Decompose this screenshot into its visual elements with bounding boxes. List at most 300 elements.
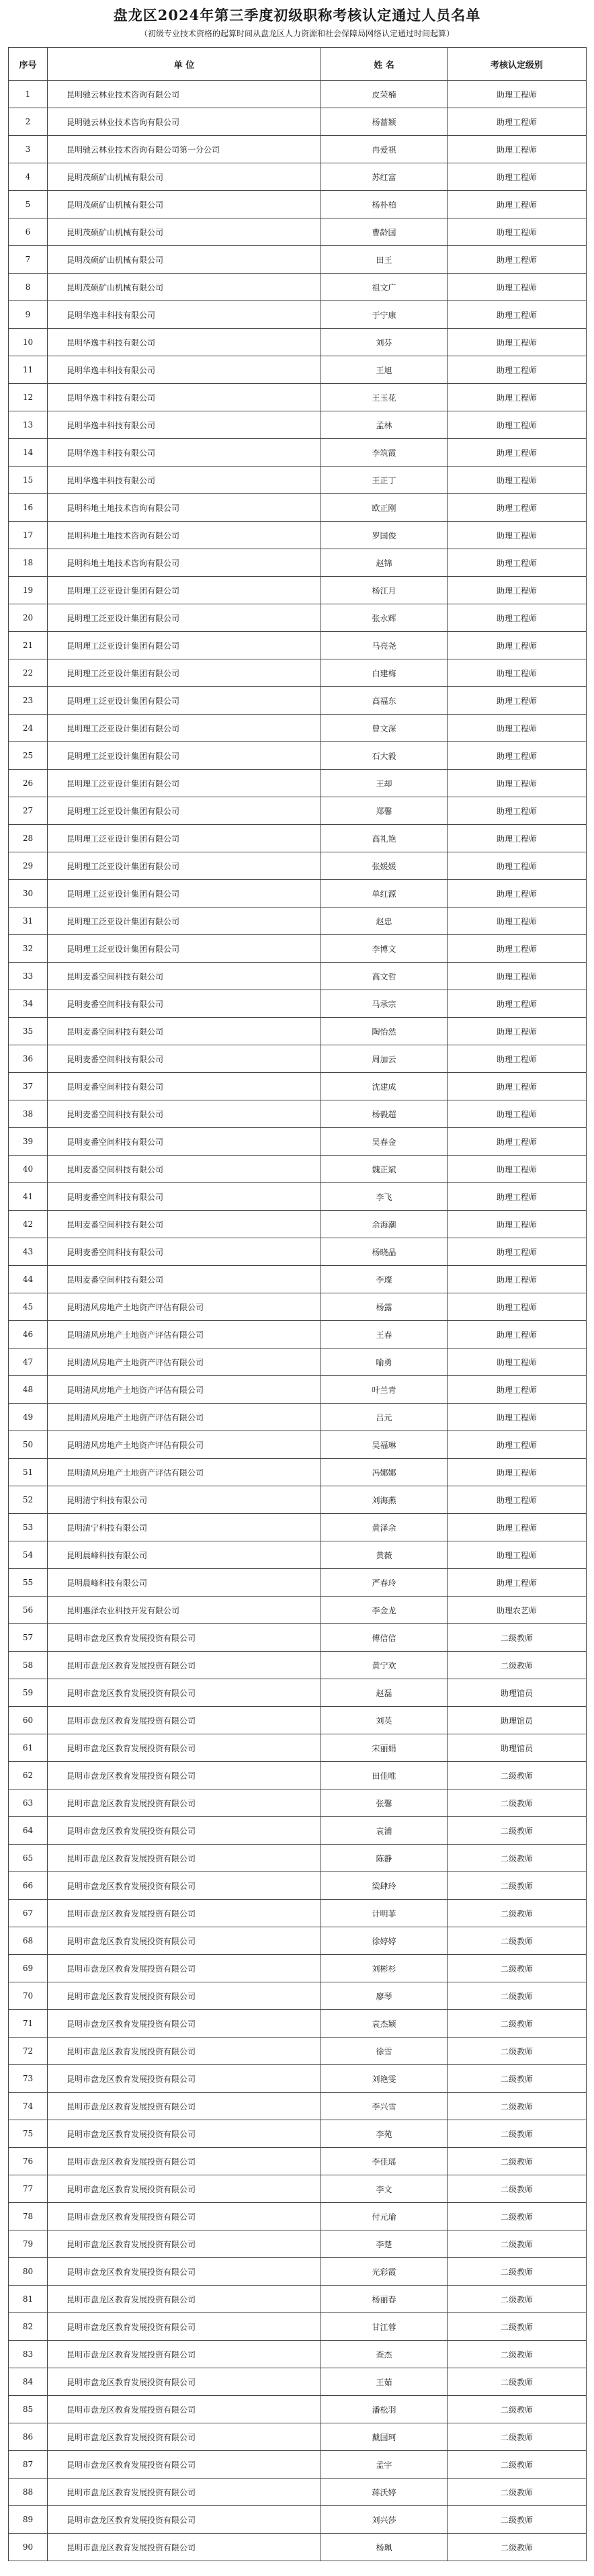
cell-name: 李璨 bbox=[321, 1266, 448, 1293]
cell-unit: 昆明驰云林业技术咨询有限公司 bbox=[48, 108, 321, 136]
cell-name: 王正丁 bbox=[321, 467, 448, 494]
cell-seq: 30 bbox=[9, 880, 48, 908]
table-row bbox=[9, 329, 587, 356]
cell-unit: 昆明市盘龙区教育发展投资有限公司 bbox=[48, 1679, 321, 1707]
cell-unit: 昆明茂硕矿山机械有限公司 bbox=[48, 218, 321, 246]
cell-seq: 39 bbox=[9, 1128, 48, 1156]
table-row bbox=[9, 439, 587, 467]
cell-seq: 10 bbox=[9, 329, 48, 356]
cell-name: 高礼艳 bbox=[321, 825, 448, 852]
cell-name: 沈建成 bbox=[321, 1073, 448, 1100]
table-row bbox=[9, 411, 587, 439]
cell-seq: 7 bbox=[9, 246, 48, 274]
cell-seq: 29 bbox=[9, 852, 48, 880]
cell-level: 助理工程师 bbox=[448, 136, 587, 163]
cell-level: 二级教师 bbox=[448, 2423, 587, 2451]
cell-name: 刘海燕 bbox=[321, 1486, 448, 1514]
table-row bbox=[9, 935, 587, 963]
cell-level: 助理工程师 bbox=[448, 356, 587, 384]
cell-name: 田王 bbox=[321, 246, 448, 274]
cell-level: 助理农艺师 bbox=[448, 1597, 587, 1624]
cell-level: 助理工程师 bbox=[448, 852, 587, 880]
cell-level: 二级教师 bbox=[448, 1762, 587, 1789]
cell-level: 助理工程师 bbox=[448, 1266, 587, 1293]
cell-level: 二级教师 bbox=[448, 2479, 587, 2506]
cell-name: 宋丽娟 bbox=[321, 1734, 448, 1762]
cell-seq: 14 bbox=[9, 439, 48, 467]
cell-unit: 昆明市盘龙区教育发展投资有限公司 bbox=[48, 1817, 321, 1845]
cell-name: 罗国俊 bbox=[321, 522, 448, 549]
cell-unit: 昆明市盘龙区教育发展投资有限公司 bbox=[48, 2203, 321, 2230]
table-row bbox=[9, 81, 587, 108]
table-row bbox=[9, 2423, 587, 2451]
cell-level: 助理工程师 bbox=[448, 301, 587, 329]
cell-seq: 58 bbox=[9, 1652, 48, 1679]
table-row bbox=[9, 246, 587, 274]
table-row bbox=[9, 770, 587, 797]
cell-level: 二级教师 bbox=[448, 1872, 587, 1900]
cell-unit: 昆明清宁科技有限公司 bbox=[48, 1514, 321, 1541]
cell-unit: 昆明理工泛亚设计集团有限公司 bbox=[48, 880, 321, 908]
table-row bbox=[9, 2286, 587, 2313]
cell-unit: 昆明理工泛亚设计集团有限公司 bbox=[48, 604, 321, 632]
table-row bbox=[9, 604, 587, 632]
cell-name: 甘江蓉 bbox=[321, 2313, 448, 2341]
cell-level: 助理工程师 bbox=[448, 467, 587, 494]
table-row bbox=[9, 1955, 587, 1982]
cell-name: 计明菲 bbox=[321, 1900, 448, 1927]
cell-unit: 昆明理工泛亚设计集团有限公司 bbox=[48, 770, 321, 797]
cell-seq: 60 bbox=[9, 1707, 48, 1734]
cell-seq: 6 bbox=[9, 218, 48, 246]
cell-unit: 昆明市盘龙区教育发展投资有限公司 bbox=[48, 2175, 321, 2203]
cell-unit: 昆明市盘龙区教育发展投资有限公司 bbox=[48, 1845, 321, 1872]
cell-seq: 19 bbox=[9, 577, 48, 604]
cell-unit: 昆明市盘龙区教育发展投资有限公司 bbox=[48, 2506, 321, 2534]
cell-unit: 昆明理工泛亚设计集团有限公司 bbox=[48, 935, 321, 963]
cell-unit: 昆明华逸丰科技有限公司 bbox=[48, 356, 321, 384]
cell-level: 助理工程师 bbox=[448, 1431, 587, 1459]
cell-unit: 昆明市盘龙区教育发展投资有限公司 bbox=[48, 2286, 321, 2313]
table-row bbox=[9, 1927, 587, 1955]
cell-level: 助理工程师 bbox=[448, 1156, 587, 1183]
cell-unit: 昆明麦番空间科技有限公司 bbox=[48, 1238, 321, 1266]
cell-name: 吕元 bbox=[321, 1404, 448, 1431]
roster-table bbox=[8, 47, 587, 2561]
cell-unit: 昆明市盘龙区教育发展投资有限公司 bbox=[48, 2534, 321, 2561]
cell-level: 二级教师 bbox=[448, 2534, 587, 2561]
cell-level: 助理工程师 bbox=[448, 908, 587, 935]
cell-level: 助理工程师 bbox=[448, 1293, 587, 1321]
cell-level: 助理工程师 bbox=[448, 411, 587, 439]
cell-name: 徐雪 bbox=[321, 2038, 448, 2065]
cell-seq: 48 bbox=[9, 1376, 48, 1404]
cell-seq: 63 bbox=[9, 1789, 48, 1817]
cell-name: 郑馨 bbox=[321, 797, 448, 825]
cell-seq: 16 bbox=[9, 494, 48, 522]
cell-unit: 昆明麦番空间科技有限公司 bbox=[48, 1128, 321, 1156]
cell-level: 助理工程师 bbox=[448, 1459, 587, 1486]
header-level: 考核认定级别 bbox=[448, 48, 587, 81]
cell-name: 杨露 bbox=[321, 1293, 448, 1321]
cell-unit: 昆明茂硕矿山机械有限公司 bbox=[48, 274, 321, 301]
cell-name: 李苑 bbox=[321, 2120, 448, 2148]
table-row bbox=[9, 2341, 587, 2368]
cell-name: 赵忠 bbox=[321, 908, 448, 935]
table-row bbox=[9, 1321, 587, 1349]
cell-name: 徐婷婷 bbox=[321, 1927, 448, 1955]
cell-unit: 昆明华逸丰科技有限公司 bbox=[48, 384, 321, 411]
table-row bbox=[9, 1486, 587, 1514]
table-row bbox=[9, 2258, 587, 2286]
cell-level: 二级教师 bbox=[448, 2065, 587, 2093]
cell-unit: 昆明理工泛亚设计集团有限公司 bbox=[48, 659, 321, 687]
cell-seq: 28 bbox=[9, 825, 48, 852]
table-row bbox=[9, 1624, 587, 1652]
table-row bbox=[9, 1541, 587, 1569]
cell-seq: 75 bbox=[9, 2120, 48, 2148]
table-row bbox=[9, 1514, 587, 1541]
cell-name: 李文 bbox=[321, 2175, 448, 2203]
table-row bbox=[9, 2148, 587, 2175]
cell-name: 刘艳雯 bbox=[321, 2065, 448, 2093]
cell-level: 助理工程师 bbox=[448, 1128, 587, 1156]
cell-name: 张媛媛 bbox=[321, 852, 448, 880]
cell-unit: 昆明理工泛亚设计集团有限公司 bbox=[48, 742, 321, 770]
cell-unit: 昆明市盘龙区教育发展投资有限公司 bbox=[48, 2396, 321, 2423]
cell-seq: 61 bbox=[9, 1734, 48, 1762]
header-name: 姓 名 bbox=[321, 48, 448, 81]
cell-seq: 78 bbox=[9, 2203, 48, 2230]
cell-level: 助理工程师 bbox=[448, 274, 587, 301]
cell-seq: 41 bbox=[9, 1183, 48, 1211]
cell-seq: 43 bbox=[9, 1238, 48, 1266]
table-row bbox=[9, 2313, 587, 2341]
table-row bbox=[9, 2010, 587, 2038]
cell-name: 刘兴莎 bbox=[321, 2506, 448, 2534]
cell-unit: 昆明市盘龙区教育发展投资有限公司 bbox=[48, 1652, 321, 1679]
cell-name: 王却 bbox=[321, 770, 448, 797]
cell-unit: 昆明清风房地产土地资产评估有限公司 bbox=[48, 1459, 321, 1486]
table-row bbox=[9, 108, 587, 136]
cell-seq: 73 bbox=[9, 2065, 48, 2093]
table-row bbox=[9, 1431, 587, 1459]
cell-seq: 83 bbox=[9, 2341, 48, 2368]
cell-unit: 昆明市盘龙区教育发展投资有限公司 bbox=[48, 2010, 321, 2038]
header-seq: 序号 bbox=[9, 48, 48, 81]
cell-level: 助理工程师 bbox=[448, 1018, 587, 1045]
cell-unit: 昆明麦番空间科技有限公司 bbox=[48, 990, 321, 1018]
cell-name: 严春玲 bbox=[321, 1569, 448, 1597]
cell-seq: 71 bbox=[9, 2010, 48, 2038]
cell-name: 王春 bbox=[321, 1321, 448, 1349]
cell-seq: 42 bbox=[9, 1211, 48, 1238]
table-row bbox=[9, 1238, 587, 1266]
cell-name: 黄薇 bbox=[321, 1541, 448, 1569]
table-row bbox=[9, 2093, 587, 2120]
cell-seq: 3 bbox=[9, 136, 48, 163]
table-row bbox=[9, 825, 587, 852]
cell-name: 曹龄国 bbox=[321, 218, 448, 246]
table-row bbox=[9, 908, 587, 935]
cell-level: 助理工程师 bbox=[448, 1486, 587, 1514]
cell-name: 祖文广 bbox=[321, 274, 448, 301]
cell-name: 高福东 bbox=[321, 687, 448, 715]
cell-unit: 昆明茂硕矿山机械有限公司 bbox=[48, 163, 321, 191]
table-row bbox=[9, 1845, 587, 1872]
cell-name: 廖琴 bbox=[321, 1982, 448, 2010]
table-row bbox=[9, 2368, 587, 2396]
table-row bbox=[9, 384, 587, 411]
cell-unit: 昆明市盘龙区教育发展投资有限公司 bbox=[48, 2258, 321, 2286]
table-header-row bbox=[9, 48, 587, 81]
cell-level: 助理工程师 bbox=[448, 1100, 587, 1128]
cell-name: 冉爱祺 bbox=[321, 136, 448, 163]
cell-name: 蒋沃婷 bbox=[321, 2479, 448, 2506]
cell-seq: 23 bbox=[9, 687, 48, 715]
cell-name: 李金龙 bbox=[321, 1597, 448, 1624]
table-row bbox=[9, 191, 587, 218]
cell-unit: 昆明麦番空间科技有限公司 bbox=[48, 963, 321, 990]
cell-level: 助理工程师 bbox=[448, 577, 587, 604]
cell-level: 助理工程师 bbox=[448, 1211, 587, 1238]
cell-name: 吴春金 bbox=[321, 1128, 448, 1156]
cell-name: 赵磊 bbox=[321, 1679, 448, 1707]
cell-name: 刘芬 bbox=[321, 329, 448, 356]
cell-unit: 昆明市盘龙区教育发展投资有限公司 bbox=[48, 2341, 321, 2368]
cell-name: 余海潮 bbox=[321, 1211, 448, 1238]
cell-name: 王旭 bbox=[321, 356, 448, 384]
table-row bbox=[9, 880, 587, 908]
table-row bbox=[9, 1293, 587, 1321]
cell-level: 助理工程师 bbox=[448, 329, 587, 356]
cell-level: 二级教师 bbox=[448, 2368, 587, 2396]
cell-name: 袁浦 bbox=[321, 1817, 448, 1845]
cell-unit: 昆明市盘龙区教育发展投资有限公司 bbox=[48, 2120, 321, 2148]
cell-seq: 20 bbox=[9, 604, 48, 632]
cell-seq: 34 bbox=[9, 990, 48, 1018]
cell-seq: 32 bbox=[9, 935, 48, 963]
cell-level: 助理工程师 bbox=[448, 687, 587, 715]
cell-seq: 86 bbox=[9, 2423, 48, 2451]
cell-name: 田佳唯 bbox=[321, 1762, 448, 1789]
table-row bbox=[9, 2534, 587, 2561]
cell-seq: 38 bbox=[9, 1100, 48, 1128]
cell-seq: 50 bbox=[9, 1431, 48, 1459]
table-row bbox=[9, 1459, 587, 1486]
table-row bbox=[9, 2506, 587, 2534]
cell-seq: 22 bbox=[9, 659, 48, 687]
cell-seq: 26 bbox=[9, 770, 48, 797]
cell-unit: 昆明市盘龙区教育发展投资有限公司 bbox=[48, 1955, 321, 1982]
cell-name: 苏红富 bbox=[321, 163, 448, 191]
cell-unit: 昆明理工泛亚设计集团有限公司 bbox=[48, 797, 321, 825]
cell-name: 袁杰颖 bbox=[321, 2010, 448, 2038]
cell-level: 助理工程师 bbox=[448, 163, 587, 191]
table-row bbox=[9, 1045, 587, 1073]
header-unit: 单 位 bbox=[48, 48, 321, 81]
cell-level: 二级教师 bbox=[448, 2230, 587, 2258]
cell-unit: 昆明清风房地产土地资产评估有限公司 bbox=[48, 1431, 321, 1459]
cell-seq: 31 bbox=[9, 908, 48, 935]
cell-level: 二级教师 bbox=[448, 2396, 587, 2423]
table-row bbox=[9, 2065, 587, 2093]
cell-unit: 昆明麦番空间科技有限公司 bbox=[48, 1211, 321, 1238]
table-row bbox=[9, 2175, 587, 2203]
cell-seq: 82 bbox=[9, 2313, 48, 2341]
cell-name: 孟宇 bbox=[321, 2451, 448, 2479]
cell-level: 助理工程师 bbox=[448, 797, 587, 825]
table-row bbox=[9, 687, 587, 715]
cell-unit: 昆明市盘龙区教育发展投资有限公司 bbox=[48, 1900, 321, 1927]
cell-name: 查杰 bbox=[321, 2341, 448, 2368]
cell-level: 助理工程师 bbox=[448, 770, 587, 797]
cell-seq: 15 bbox=[9, 467, 48, 494]
cell-level: 助理工程师 bbox=[448, 1321, 587, 1349]
table-row bbox=[9, 136, 587, 163]
cell-unit: 昆明华逸丰科技有限公司 bbox=[48, 467, 321, 494]
cell-name: 赵锦 bbox=[321, 549, 448, 577]
cell-unit: 昆明市盘龙区教育发展投资有限公司 bbox=[48, 2038, 321, 2065]
table-row bbox=[9, 1211, 587, 1238]
table-body bbox=[9, 81, 587, 2561]
cell-seq: 51 bbox=[9, 1459, 48, 1486]
cell-unit: 昆明市盘龙区教育发展投资有限公司 bbox=[48, 1789, 321, 1817]
cell-unit: 昆明驰云林业技术咨询有限公司第一分公司 bbox=[48, 136, 321, 163]
cell-level: 助理工程师 bbox=[448, 1404, 587, 1431]
cell-unit: 昆明麦番空间科技有限公司 bbox=[48, 1018, 321, 1045]
table-row bbox=[9, 1349, 587, 1376]
cell-seq: 62 bbox=[9, 1762, 48, 1789]
table-row bbox=[9, 1404, 587, 1431]
cell-name: 欧正刚 bbox=[321, 494, 448, 522]
cell-name: 叶兰青 bbox=[321, 1376, 448, 1404]
cell-unit: 昆明华逸丰科技有限公司 bbox=[48, 329, 321, 356]
cell-level: 助理馆员 bbox=[448, 1707, 587, 1734]
cell-seq: 45 bbox=[9, 1293, 48, 1321]
cell-level: 助理工程师 bbox=[448, 604, 587, 632]
cell-seq: 64 bbox=[9, 1817, 48, 1845]
cell-level: 二级教师 bbox=[448, 1624, 587, 1652]
table-row bbox=[9, 1789, 587, 1817]
document-title: 盘龙区2024年第三季度初级职称考核认定通过人员名单 bbox=[113, 7, 481, 24]
cell-name: 张馨 bbox=[321, 1789, 448, 1817]
cell-unit: 昆明理工泛亚设计集团有限公司 bbox=[48, 715, 321, 742]
cell-name: 皮荣楠 bbox=[321, 81, 448, 108]
cell-level: 助理工程师 bbox=[448, 81, 587, 108]
table-row bbox=[9, 1569, 587, 1597]
cell-unit: 昆明清宁科技有限公司 bbox=[48, 1486, 321, 1514]
cell-level: 二级教师 bbox=[448, 2258, 587, 2286]
cell-name: 吴福琳 bbox=[321, 1431, 448, 1459]
cell-name: 冯娜娜 bbox=[321, 1459, 448, 1486]
cell-seq: 44 bbox=[9, 1266, 48, 1293]
cell-name: 黄宁欢 bbox=[321, 1652, 448, 1679]
cell-seq: 49 bbox=[9, 1404, 48, 1431]
cell-unit: 昆明麦番空间科技有限公司 bbox=[48, 1183, 321, 1211]
cell-level: 二级教师 bbox=[448, 2175, 587, 2203]
cell-level: 助理工程师 bbox=[448, 108, 587, 136]
table-row bbox=[9, 163, 587, 191]
cell-level: 助理工程师 bbox=[448, 191, 587, 218]
cell-seq: 57 bbox=[9, 1624, 48, 1652]
table-row bbox=[9, 742, 587, 770]
cell-unit: 昆明市盘龙区教育发展投资有限公司 bbox=[48, 2230, 321, 2258]
cell-name: 曾文深 bbox=[321, 715, 448, 742]
table-row bbox=[9, 632, 587, 659]
table-row bbox=[9, 1073, 587, 1100]
cell-seq: 24 bbox=[9, 715, 48, 742]
cell-name: 光彩霞 bbox=[321, 2258, 448, 2286]
cell-level: 二级教师 bbox=[448, 2203, 587, 2230]
cell-seq: 89 bbox=[9, 2506, 48, 2534]
table-row bbox=[9, 990, 587, 1018]
cell-seq: 17 bbox=[9, 522, 48, 549]
cell-level: 二级教师 bbox=[448, 1955, 587, 1982]
cell-unit: 昆明市盘龙区教育发展投资有限公司 bbox=[48, 1927, 321, 1955]
cell-unit: 昆明市盘龙区教育发展投资有限公司 bbox=[48, 1734, 321, 1762]
cell-name: 李楚 bbox=[321, 2230, 448, 2258]
cell-unit: 昆明晨峰科技有限公司 bbox=[48, 1541, 321, 1569]
cell-seq: 36 bbox=[9, 1045, 48, 1073]
cell-name: 杨江月 bbox=[321, 577, 448, 604]
cell-level: 助理工程师 bbox=[448, 963, 587, 990]
cell-seq: 21 bbox=[9, 632, 48, 659]
cell-level: 助理工程师 bbox=[448, 935, 587, 963]
cell-level: 助理工程师 bbox=[448, 632, 587, 659]
cell-name: 马承宗 bbox=[321, 990, 448, 1018]
cell-unit: 昆明市盘龙区教育发展投资有限公司 bbox=[48, 1624, 321, 1652]
cell-unit: 昆明清风房地产土地资产评估有限公司 bbox=[48, 1349, 321, 1376]
cell-name: 王玉花 bbox=[321, 384, 448, 411]
cell-name: 于宁康 bbox=[321, 301, 448, 329]
cell-seq: 88 bbox=[9, 2479, 48, 2506]
cell-name: 周加云 bbox=[321, 1045, 448, 1073]
cell-level: 助理工程师 bbox=[448, 549, 587, 577]
cell-unit: 昆明市盘龙区教育发展投资有限公司 bbox=[48, 2479, 321, 2506]
cell-level: 助理工程师 bbox=[448, 825, 587, 852]
cell-unit: 昆明茂硕矿山机械有限公司 bbox=[48, 246, 321, 274]
table-row bbox=[9, 1100, 587, 1128]
cell-level: 二级教师 bbox=[448, 2451, 587, 2479]
table-row bbox=[9, 1900, 587, 1927]
table-row bbox=[9, 1734, 587, 1762]
cell-name: 付元瑜 bbox=[321, 2203, 448, 2230]
cell-unit: 昆明麦番空间科技有限公司 bbox=[48, 1266, 321, 1293]
cell-level: 助理工程师 bbox=[448, 1073, 587, 1100]
table-row bbox=[9, 494, 587, 522]
table-row bbox=[9, 274, 587, 301]
table-row bbox=[9, 1266, 587, 1293]
cell-seq: 27 bbox=[9, 797, 48, 825]
cell-level: 助理工程师 bbox=[448, 246, 587, 274]
cell-level: 二级教师 bbox=[448, 1845, 587, 1872]
cell-name: 白建梅 bbox=[321, 659, 448, 687]
cell-name: 李飞 bbox=[321, 1183, 448, 1211]
cell-unit: 昆明麦番空间科技有限公司 bbox=[48, 1073, 321, 1100]
cell-seq: 33 bbox=[9, 963, 48, 990]
cell-seq: 72 bbox=[9, 2038, 48, 2065]
cell-seq: 52 bbox=[9, 1486, 48, 1514]
cell-unit: 昆明科地土地技术咨询有限公司 bbox=[48, 494, 321, 522]
table-row bbox=[9, 963, 587, 990]
table-row bbox=[9, 852, 587, 880]
cell-unit: 昆明市盘龙区教育发展投资有限公司 bbox=[48, 2423, 321, 2451]
table-row bbox=[9, 218, 587, 246]
cell-name: 杨蔷颖 bbox=[321, 108, 448, 136]
table-row bbox=[9, 577, 587, 604]
cell-seq: 2 bbox=[9, 108, 48, 136]
